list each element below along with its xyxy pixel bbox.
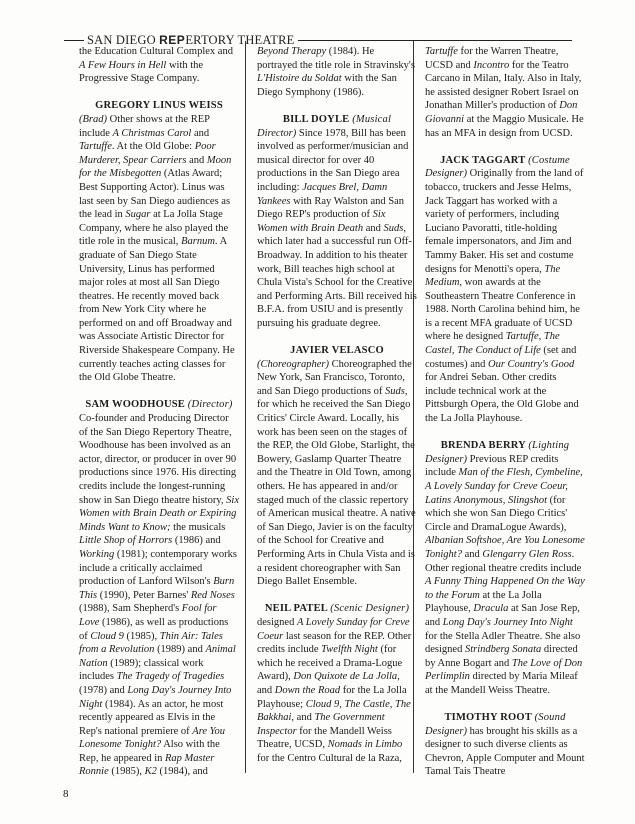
bio-heading: SAM WOODHOUSE (Director) (85, 399, 233, 411)
bio-heading: BILL DOYLE (Musical (282, 113, 392, 125)
bio-paragraph: Co-founder and Producing Director of the San Diego Repertory Theatre, Woodhouse has been involved as an actor, director, or producer in over 90 productions since 1976. His directing credits include the longest-running show in San Diego theatre history, Six Women with Brain Death or Expiring Minds Want to Know; the musicals Little Shop of Horrors (1986) and Working (1981); contemporary works include a critically acclaimed production of Lanford Wilson's Burn This (1990), Peter Barnes' Red Noses (1988), Sam Shepherd's Fool for Love (1986), as well as productions of Cloud 9 (1985), Thin Air: Tales from a Revolution (1989) and Animal Nation (1989); classical work includes The Tragedy of Tragedies (1978) and Long Day's Journey Into Night (1984). As an actor, he most recently appeared as Elvis in the Rep's national premiere of Are You Lonesome Tonight? Also with the Rep, he appeared in Rap Master Ronnie (1985), K2 (1984), and (79, 413, 239, 778)
bio-paragraph: (Brad) Other shows at the REP include A Christmas Carol and Tartuffe. At the Old Globe: Poor Murderer, Spear Carriers and Moon for the Misbegotten (Atlas Award; Best Supporting Actor). Linus was last seen by San Diego audiences as the lead in Sugar at La Jolla Stage Company, where he also played the title role in the musical, Barnum. A graduate of San Diego State University, Linus has performed major roles at most all San Diego theatres. He recently moved back from New York City where he performed on and off Broadway and was Associate Artistic Director for Riverside Shakespeare Company. He currently teaches acting classes for the Old Globe Theatre. (79, 113, 235, 384)
bio-paragraph: Beyond Therapy (1984). He portrayed the title role in Stravinsky's L'Histoire du Soldat with the San Diego Symphony (1986). (257, 46, 415, 98)
bio-paragraph: (Choreographer) Choreographed the New York, San Francisco, Toronto, and San Diego productions of Suds, for which he received the San Diego Critics' Circle Award. Locally, his work has been seen on the stages of the REP, the Old Globe, Starlight, the Bowery, Gaslamp Quarter Theatre and the Theatre in Old Town, among others. He has appeared in and/or staged much of the classic repertory of American musical theatre. A native of San Diego, Javier is on the faculty of the School for Creative and Performing Arts in Chula Vista and is a resident choreographer with San Diego Ballet Ensemble. (257, 358, 416, 588)
header-rule-right (298, 40, 572, 41)
bio-heading: NEIL PATEL (Scenic Designer) (264, 603, 410, 615)
column-divider (245, 41, 246, 773)
column-middle (257, 45, 417, 765)
bio-paragraph: designed A Lovely Sunday for Creve Coeur last season for the REP. Other credits include Twelfth Night (for which he received a Drama-Logue Award), Don Quixote de La Jolla, and Down the Road for the La Jolla Playhouse; Cloud 9, The Castle, The Bakkhai, and The Government Inspector for the Mandell Weiss Theatre, UCSD, Nomads in Limbo for the Centro Cultural de la Raza, (257, 616, 412, 764)
bio-paragraph: Director) Since 1978, Bill has been involved as performer/musician and musical director for over 40 productions in the San Diego area including: Jacques Brel, Damn Yankees with Ray Walston and San Diego REP's production of Six Women with Brain Death and Suds, which later had a successful run Off-Broadway. In addition to his theater work, Bill teaches high school at Chula Vista's School for the Creative and Performing Arts. Bill received his B.F.A. from USIU and is presently pursuing his graduate degree. (257, 127, 417, 329)
bio-heading: GREGORY LINUS WEISS (95, 100, 223, 112)
bio-heading: BRENDA BERRY (Lighting (440, 440, 570, 452)
bio-heading: JACK TAGGART (Costume (440, 154, 570, 166)
column-right (425, 45, 585, 779)
bio-paragraph: Designer) Originally from the land of tobacco, truckers and Jesse Helms, Jack Taggart has worked with a variety of performers, including Luciano Pavoratti, title-holding female impersonators, and Jim and Tammy Baker. His set and costume designs for Menotti's opera, The Medium, won awards at the Southeastern Theatre Conference in 1988. North Carolina behind him, he is a recent MFA graduate of UCSD where he designed Tartuffe, The Castel, The Conduct of Life (set and costumes) and Our Country's Good for Andrei Seban. Other credits include technical work at the Pittsburgh Opera, the Old Globe and the La Jolla Playhouse. (425, 168, 584, 425)
bio-paragraph: Designer) Previous REP credits include Man of the Flesh, Cymbeline, A Lovely Sunday for Creve Coeur, Latins Anonymous, Slingshot (for which she won San Diego Critics' Circle and DramaLogue Awards), Albanian Softshoe, Are You Lonesome Tonight? and Glengarry Glen Ross. Other regional theatre credits include A Funny Thing Happened On the Way to the Forum at the La Jolla Playhouse, Dracula at San Jose Rep, and Long Day's Journey Into Night for the Stella Adler Theatre. She also designed Strindberg Sonata directed by Anne Bogart and The Love of Don Perlimplin directed by Maria Mileaf at the Mandell Weiss Theatre. (425, 453, 585, 696)
header-rule-left (64, 40, 84, 41)
bio-paragraph: Tartuffe for the Warren Theatre, UCSD and Incontro for the Teatro Carcano in Milan, Italy. Also in Italy, he assisted designer Robert Israel on Jonathan Miller's production of Don Giovanni at the Maggio Musicale. He has an MFA in design from UCSD. (425, 46, 584, 139)
header-title: SAN DIEGO REPERTORY THEATRE (87, 32, 295, 47)
bio-heading: TIMOTHY ROOT (Sound (444, 712, 566, 724)
bio-paragraph: Designer) has brought his skills as a designer to such diverse clients as Chevron, Apple Computer and Mount Tamal Tais Theatre (425, 725, 585, 778)
page-number: 8 (63, 788, 69, 800)
bio-paragraph: the Education Cultural Complex and A Few Hours in Hell with the Progressive Stage Company. (79, 46, 233, 85)
bio-heading: JAVIER VELASCO (290, 345, 384, 357)
column-left (79, 45, 239, 779)
